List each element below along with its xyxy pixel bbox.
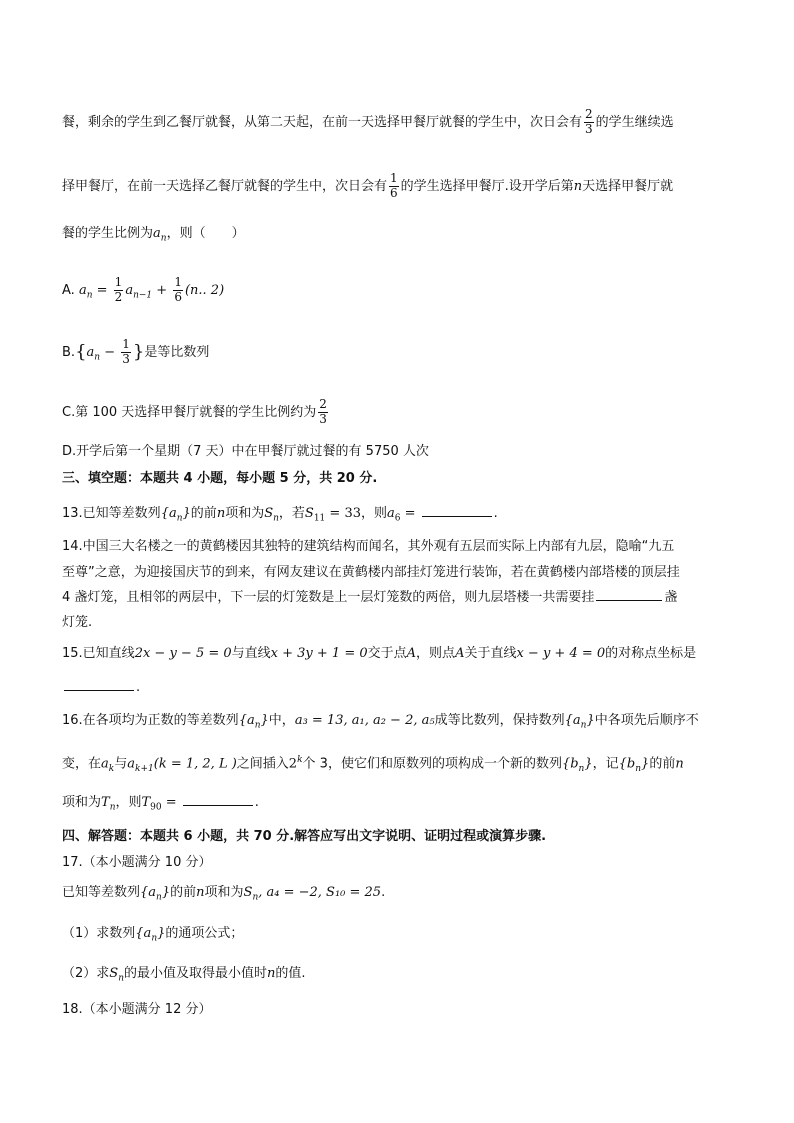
math: {a [160,506,177,521]
text: 至尊”之意，为迎接国庆节的到来，有网友建议在黄鹤楼内部挂灯笼进行装饰，若在黄鹤楼内部塔楼的顶层挂 [62,565,680,580]
math-sub: n−1 [133,290,153,301]
q16-line2 [62,756,684,774]
math-sub: n [254,720,261,731]
text: 的学生选择甲餐厅.设开学后第 [400,178,574,194]
text: 项和为 [62,795,102,810]
math-sub: k+1 [135,763,154,774]
q16-line1 [62,714,699,731]
text: 的学生继续选 [595,114,674,130]
math: S [264,506,274,521]
q17-head [62,856,211,869]
math: n [196,885,205,900]
math: a₃ = 13, a₁, a₂ − 2, a₅ [294,713,435,728]
text: 4 盏灯笼，且相邻的两层中，下一层的灯笼数是上一层灯笼数的两倍，则九层塔楼一共需要挂 [62,590,595,605]
math: } [157,926,166,941]
text: 项和为 [225,506,265,521]
math: {b [618,756,636,772]
math: (n.. 2) [184,282,225,298]
text: 与 [114,756,128,772]
math: , a₄ = −2, S₁₀ = 25 [258,885,382,900]
q16-line3 [62,796,259,813]
numerator: 1 [114,275,123,289]
option-label: A. [62,282,75,298]
text: 交于点 [367,646,407,661]
text: 13.已知等差数列 [62,506,161,521]
math: A [406,646,417,661]
math-sub: n [273,513,279,524]
answer-blank[interactable] [596,599,662,601]
math-sub: n [176,513,183,524]
section-4-title [62,830,546,843]
math-sub: 90 [150,802,162,813]
denominator: 2 [114,289,123,304]
math-sub: n [160,233,167,244]
math: − [100,344,120,360]
q12-line1 [62,108,674,137]
text: 的通项公式； [165,926,244,941]
section-3-title [62,472,377,485]
text: 之间插入 [236,756,289,772]
option-a [62,276,224,305]
text: . [254,795,259,810]
math: n [267,966,276,981]
text: 16.在各项均为正数的等差数列 [62,713,239,728]
math-sub: n [86,290,93,301]
math: {a [140,885,157,900]
math-sub: n [94,352,101,363]
math: A [455,646,465,661]
math: = [161,795,181,810]
denominator: 6 [174,289,182,304]
math: S [243,885,253,900]
math: = [92,282,112,298]
math: a [127,756,136,772]
fraction [173,276,183,305]
math: a [101,756,109,772]
math-sub: n [252,892,259,903]
text: 中各项先后顺序不 [594,713,699,728]
numerator: 1 [122,337,130,351]
q18-head [62,1003,211,1016]
fraction [121,338,131,367]
q14-line3 [62,591,677,604]
fraction-two-thirds [584,108,594,137]
math-sub: n [580,720,587,731]
text: . [136,680,141,695]
math: } [260,713,269,728]
denominator: 3 [585,121,593,136]
option-b [62,338,209,367]
answer-blank[interactable] [422,515,492,517]
math: + [152,282,172,298]
math: } [584,756,593,772]
fraction [318,398,328,427]
q14-line2 [62,566,680,579]
text: ，则 [115,795,142,810]
text: 择甲餐厅，在前一天选择乙餐厅就餐的学生中，次日会有 [62,178,388,194]
option-label: B. [62,344,76,360]
text: 的前 [190,506,217,521]
math-sub: n [151,933,158,944]
math: } [161,885,171,900]
q15-answer-line [62,681,140,694]
text: 的前 [170,885,197,900]
left-brace: { [75,341,87,363]
text: ，则点 [416,646,456,661]
answer-blank[interactable] [183,804,253,806]
math: a [86,344,95,360]
math-sub: 6 [394,513,401,524]
denominator: 3 [319,411,327,426]
q17-part1 [62,927,243,944]
text: 的对称点坐标是 [605,646,697,661]
text: ，若 [278,506,305,521]
math-sub: n [578,763,585,774]
question-13 [62,507,498,524]
text: 盏 [664,590,678,605]
text: 已知等差数列 [62,885,141,900]
fraction-one-sixth [389,172,399,201]
right-brace: } [132,341,145,363]
text: 餐的学生比例为 [62,226,154,241]
text: 天选择甲餐厅就 [582,178,674,194]
text: 17.（本小题满分 10 分） [62,855,212,870]
math-sub: n [156,892,162,903]
text: 项和为 [204,885,244,900]
math: {a [238,713,255,728]
math: {b [561,756,579,772]
math-n: n [573,178,583,194]
q14-line1 [62,540,674,553]
math: 2x − y − 5 = 0 [134,646,232,661]
math: T [141,795,151,810]
text: 的前 [649,756,676,772]
math: } [641,756,650,772]
math-sup: k [297,755,303,765]
math: } [182,506,191,521]
numerator: 1 [174,275,182,289]
text: （2）求 [62,966,110,981]
text: 的最小值及取得最小值时 [123,966,267,981]
math: = [400,506,420,521]
math: S [109,966,119,981]
text: 关于直线 [464,646,517,661]
text: 灯笼. [62,615,93,630]
math: {a [564,713,581,728]
q14-line4 [62,616,92,629]
math: {a [135,926,152,941]
text: 与直线 [231,646,271,661]
text: 14.中国三大名楼之一的黄鹤楼因其独特的建筑结构而闻名，其外观有五层而实际上内部有九层，隐喻“九五 [62,539,675,554]
q12-line2 [62,172,673,201]
denominator: 6 [390,185,398,200]
fraction [114,276,124,305]
question-15 [62,647,696,660]
math: T [101,795,110,810]
text: 的值. [275,966,306,981]
text: ，则 [360,506,387,521]
text: 是等比数列 [144,344,210,360]
section-title: 三、填空题：本题共 4 小题，每小题 5 分，共 20 分. [62,471,378,486]
option-c [62,398,330,427]
section-title: 四、解答题：本题共 6 小题，共 70 分.解答应写出文字说明、证明过程或演算步骤. [62,829,547,844]
text: 变，在 [62,756,102,772]
math: x + 3y + 1 = 0 [270,646,368,661]
math: a [125,282,134,298]
option-d [62,445,429,458]
math: a [387,506,395,521]
text: 餐，剩余的学生到乙餐厅就餐，从第二天起，在前一天选择甲餐厅就餐的学生中，次日会有 [62,114,583,130]
math-a: a [153,226,161,241]
math-sub: n [109,802,116,813]
text: . [381,885,386,900]
math: (k = 1, 2, L ) [153,756,237,772]
text: 中， [268,713,295,728]
text: （1）求数列 [62,926,136,941]
numerator: 2 [585,107,593,121]
q17-part2 [62,967,306,984]
text: 15.已知直线 [62,646,135,661]
math: } [586,713,595,728]
text: ，则（ ） [166,226,245,241]
numerator: 1 [390,171,398,185]
text: C.第 100 天选择甲餐厅就餐的学生比例约为 [62,404,317,420]
text: 成等比数列，保持数列 [434,713,565,728]
math-sub: n [118,973,124,984]
math: x − y + 4 = 0 [516,646,606,661]
numerator: 2 [319,397,327,411]
math-sub: 11 [313,513,326,524]
text: D.开学后第一个星期（7 天）中在甲餐厅就过餐的有 5750 人次 [62,444,429,459]
math: a [78,282,87,298]
text: 18.（本小题满分 12 分） [62,1002,212,1017]
math: 2 [288,756,298,772]
text: . [493,506,498,521]
math-sub: k [108,763,115,774]
text: ，记 [592,756,619,772]
math: n [216,506,226,521]
math-sub: n [635,763,642,774]
denominator: 3 [122,351,130,366]
math: = 33 [325,506,361,521]
math: n [675,756,684,772]
q12-line3 [62,227,245,244]
answer-blank[interactable] [64,689,134,691]
q17-stem [62,886,385,903]
text: 个 3，使它们和原数列的项构成一个新的数列 [302,756,562,772]
math: S [304,506,314,521]
